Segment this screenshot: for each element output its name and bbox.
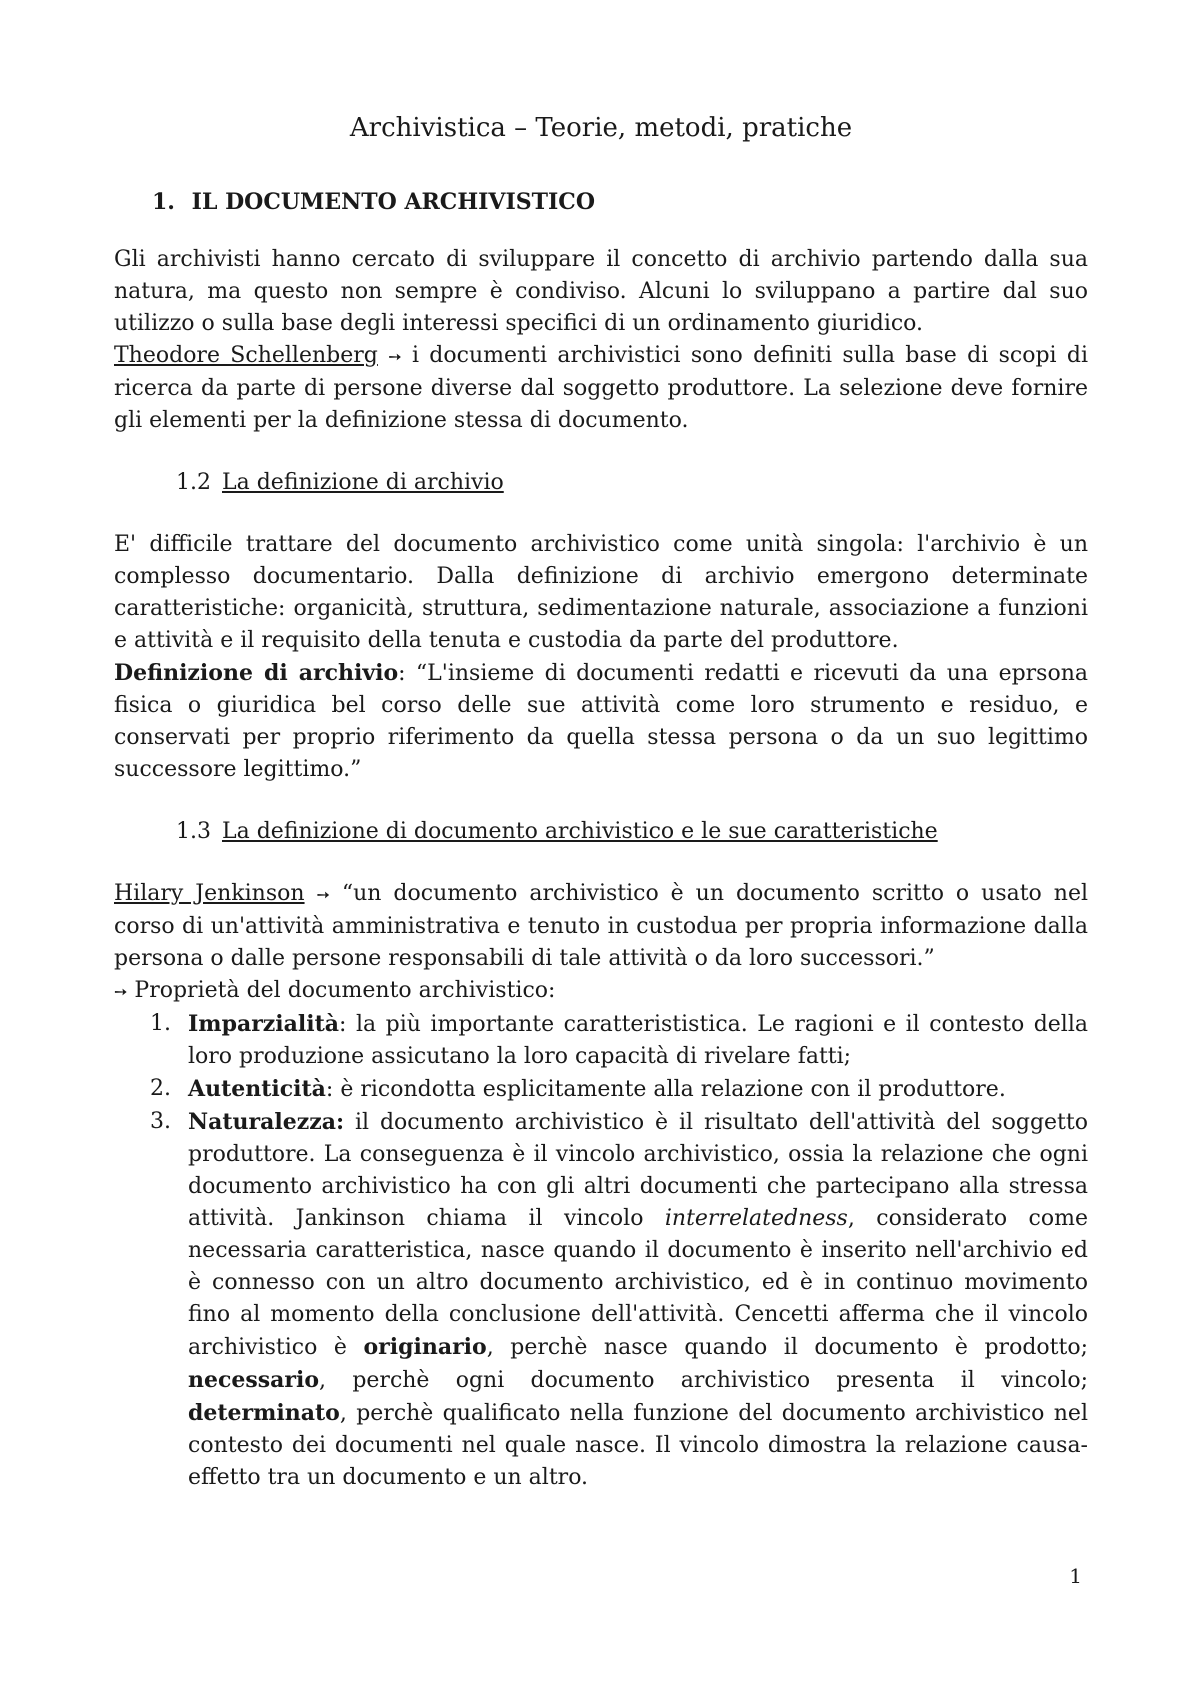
definition-text: : “L'insieme di documenti redatti e ricevuti da una eprsona fisica o giuridica bel corso delle sue attività come loro strumento e residuo, e conservati per proprio riferimento da quella stessa persona o da un suo legittimo successore legittimo.” [114, 661, 1089, 782]
page-number: 1 [1069, 1564, 1082, 1588]
list-item-number: 2. [150, 1076, 171, 1101]
jenkinson-text: “un documento archivistico è un documento scritto o usato nel corso di un'attività amministrativa e tenuto in custodua per propria informazione dalla persona o dalle persone responsabili di tale attività o da loro successori.” [114, 881, 1088, 971]
list-item-number: 3. [150, 1109, 171, 1134]
section-number: 1.3 [176, 819, 211, 844]
property-text: , perchè nasce quando il documento è prodotto; [486, 1335, 1088, 1360]
property-text: , perchè ogni documento archivistico presenta il vincolo; [319, 1368, 1088, 1393]
list-item [114, 1106, 1088, 1494]
arrow-icon: ➙ [388, 347, 402, 366]
schellenberg-paragraph [114, 340, 1088, 437]
property-bold-term: originario [363, 1334, 487, 1360]
property-text: : la più importante caratterististica. Le ragioni e il contesto della loro produzione assicutano la loro capacità di rivelare fatti; [188, 1012, 1088, 1069]
intro-block [114, 244, 1088, 437]
property-italic-term: interrelatedness [664, 1206, 848, 1231]
property-bold-term: necessario [188, 1367, 320, 1393]
property-label: Imparzialità [188, 1011, 340, 1037]
document-title: Archivistica – Teorie, metodi, pratiche [349, 113, 853, 143]
property-text: il documento archivistico è il risultato dell'attività del soggetto produttore. La conseguenza è il vincolo archivistico, ossia la relazione che ogni documento archivistico ha con gli altri documenti che partecipano alla stressa attività. Jankinson chiama il vincolo [188, 1110, 1088, 1231]
arrow-icon: ➙ [316, 885, 330, 904]
chapter-heading [152, 186, 1088, 218]
schellenberg-text: i documenti archivistici sono definiti sulla base di scopi di ricerca da parte di persone diverse dal soggetto produttore. La selezione deve fornire gli elementi per la definizione stessa di documento. [114, 343, 1089, 433]
section-title: La definizione di archivio [222, 470, 504, 495]
properties-list [114, 1008, 1088, 1494]
definition-label: Definizione di archivio [114, 660, 399, 686]
property-bold-term: determinato [188, 1400, 340, 1426]
section-1-3-block [114, 878, 1088, 1494]
property-text: Cencetti afferma che il vincolo archivistico è [188, 1302, 1088, 1360]
chapter-number: 1. [152, 189, 175, 215]
arrow-icon: ➙ [114, 982, 128, 1001]
property-label: Autenticità [188, 1076, 326, 1102]
list-item [114, 1008, 1088, 1073]
properties-intro [114, 975, 1088, 1008]
archive-paragraph: E' difficile trattare del documento archivistico come unità singola: l'archivio è un complesso documentario. Dalla definizione di archivio emergono determinate caratteristiche: organicità, struttura, sedimentazione naturale, associazione a funzioni e attività e il requisito della tenuta e custodia da parte del produttore. [114, 532, 1088, 653]
section-number: 1.2 [176, 470, 211, 495]
jenkinson-paragraph [114, 878, 1088, 975]
list-item [114, 1073, 1088, 1106]
jenkinson-name: Hilary Jenkinson [114, 881, 305, 906]
property-text: , considerato come necessaria caratteristica, nasce quando il documento è inserito nell'archivio ed è connesso con un altro documento archivistico, ed è in continuo movimento fino al momento della conclusione dell'attività. [188, 1206, 1089, 1327]
section-1-2-block [114, 529, 1088, 786]
property-text: , perchè qualificato nella funzione del documento archivistico nel contesto dei documenti nel quale nasce. Il vincolo dimostra la relazione causa-effetto tra un documento e un altro. [188, 1401, 1088, 1490]
property-label: Naturalezza: [188, 1109, 345, 1135]
property-text: : è ricondotta esplicitamente alla relazione con il produttore. [325, 1077, 1006, 1102]
definition-paragraph [114, 657, 1088, 786]
chapter-title: IL DOCUMENTO ARCHIVISTICO [191, 189, 595, 215]
section-title: La definizione di documento archivistico e le sue caratteristiche [222, 819, 938, 844]
intro-paragraph: Gli archivisti hanno cercato di sviluppare il concetto di archivio partendo dalla sua natura, ma questo non sempre è condiviso. Alcuni lo sviluppano a partire dal suo utilizzo o sulla base degli interessi specifici di un ordinamento giuridico. [114, 247, 1088, 336]
section-heading-1-3 [176, 816, 1088, 848]
list-item-number: 1. [150, 1011, 171, 1036]
properties-intro-text: Proprietà del documento archivistico: [127, 978, 556, 1003]
schellenberg-name: Theodore Schellenberg [114, 343, 378, 368]
section-heading-1-2 [176, 467, 1088, 499]
